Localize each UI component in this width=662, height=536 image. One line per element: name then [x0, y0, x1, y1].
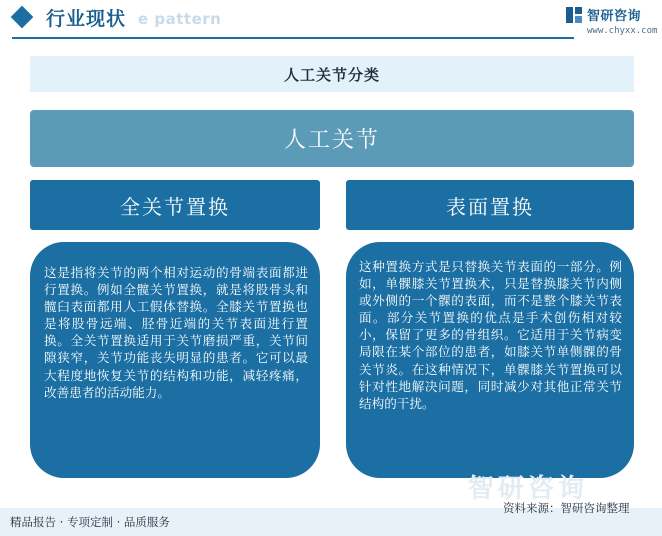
header-divider	[12, 37, 574, 39]
header-watermark: e pattern	[138, 10, 222, 28]
brand-url: www.chyxx.com	[587, 26, 658, 36]
category-label: 全关节置换	[120, 194, 230, 219]
section-title: 行业现状	[46, 8, 127, 30]
category-label: 表面置换	[446, 194, 534, 219]
footer-slogan: 精品报告 · 专项定制 · 品质服务	[10, 515, 170, 529]
classification-title-bar	[30, 56, 634, 92]
brand-name: 智研咨询	[587, 9, 642, 24]
header	[0, 0, 662, 42]
description-total-replacement: 这是指将关节的两个相对运动的骨端表面都进行置换。例如全髋关节置换，就是将股骨头和髋臼表面都用人工假体替换。全膝关节置换也是将股骨远端、胫骨近端的关节表面进行置换。全关节置换适用于关节磨损严重，关节间隙狭窄，关节功能丧失明显的患者。它可以最大程度地恢复关节的结构和功能，减轻疼痛，改善患者的活动能力。	[30, 242, 320, 478]
brand-logo-icon	[565, 6, 583, 24]
classification-title: 人工关节分类	[283, 65, 380, 84]
brand-watermark: 智研咨询	[468, 474, 589, 504]
category-total-replacement	[30, 180, 320, 230]
diamond-bullet-icon	[11, 6, 34, 29]
category-surface-replacement	[346, 180, 634, 230]
brand-logo	[565, 4, 657, 40]
root-node-label: 人工关节	[283, 128, 380, 153]
footer-source: 资料来源：智研咨询整理	[503, 501, 630, 515]
root-node	[30, 110, 634, 167]
description-surface-replacement: 这种置换方式是只替换关节表面的一部分。例如，单髁膝关节置换术，只是替换膝关节内侧或外侧的一个髁的表面，而不是整个膝关节表面。部分关节置换的优点是手术创伤相对较小，保留了更多的骨组织。它适用于关节病变局限在某个部位的患者，如膝关节单侧髁的骨关节炎。在这种情况下，单髁膝关节置换可以针对性地解决问题，同时减少对其他正常关节结构的干扰。	[346, 242, 634, 478]
